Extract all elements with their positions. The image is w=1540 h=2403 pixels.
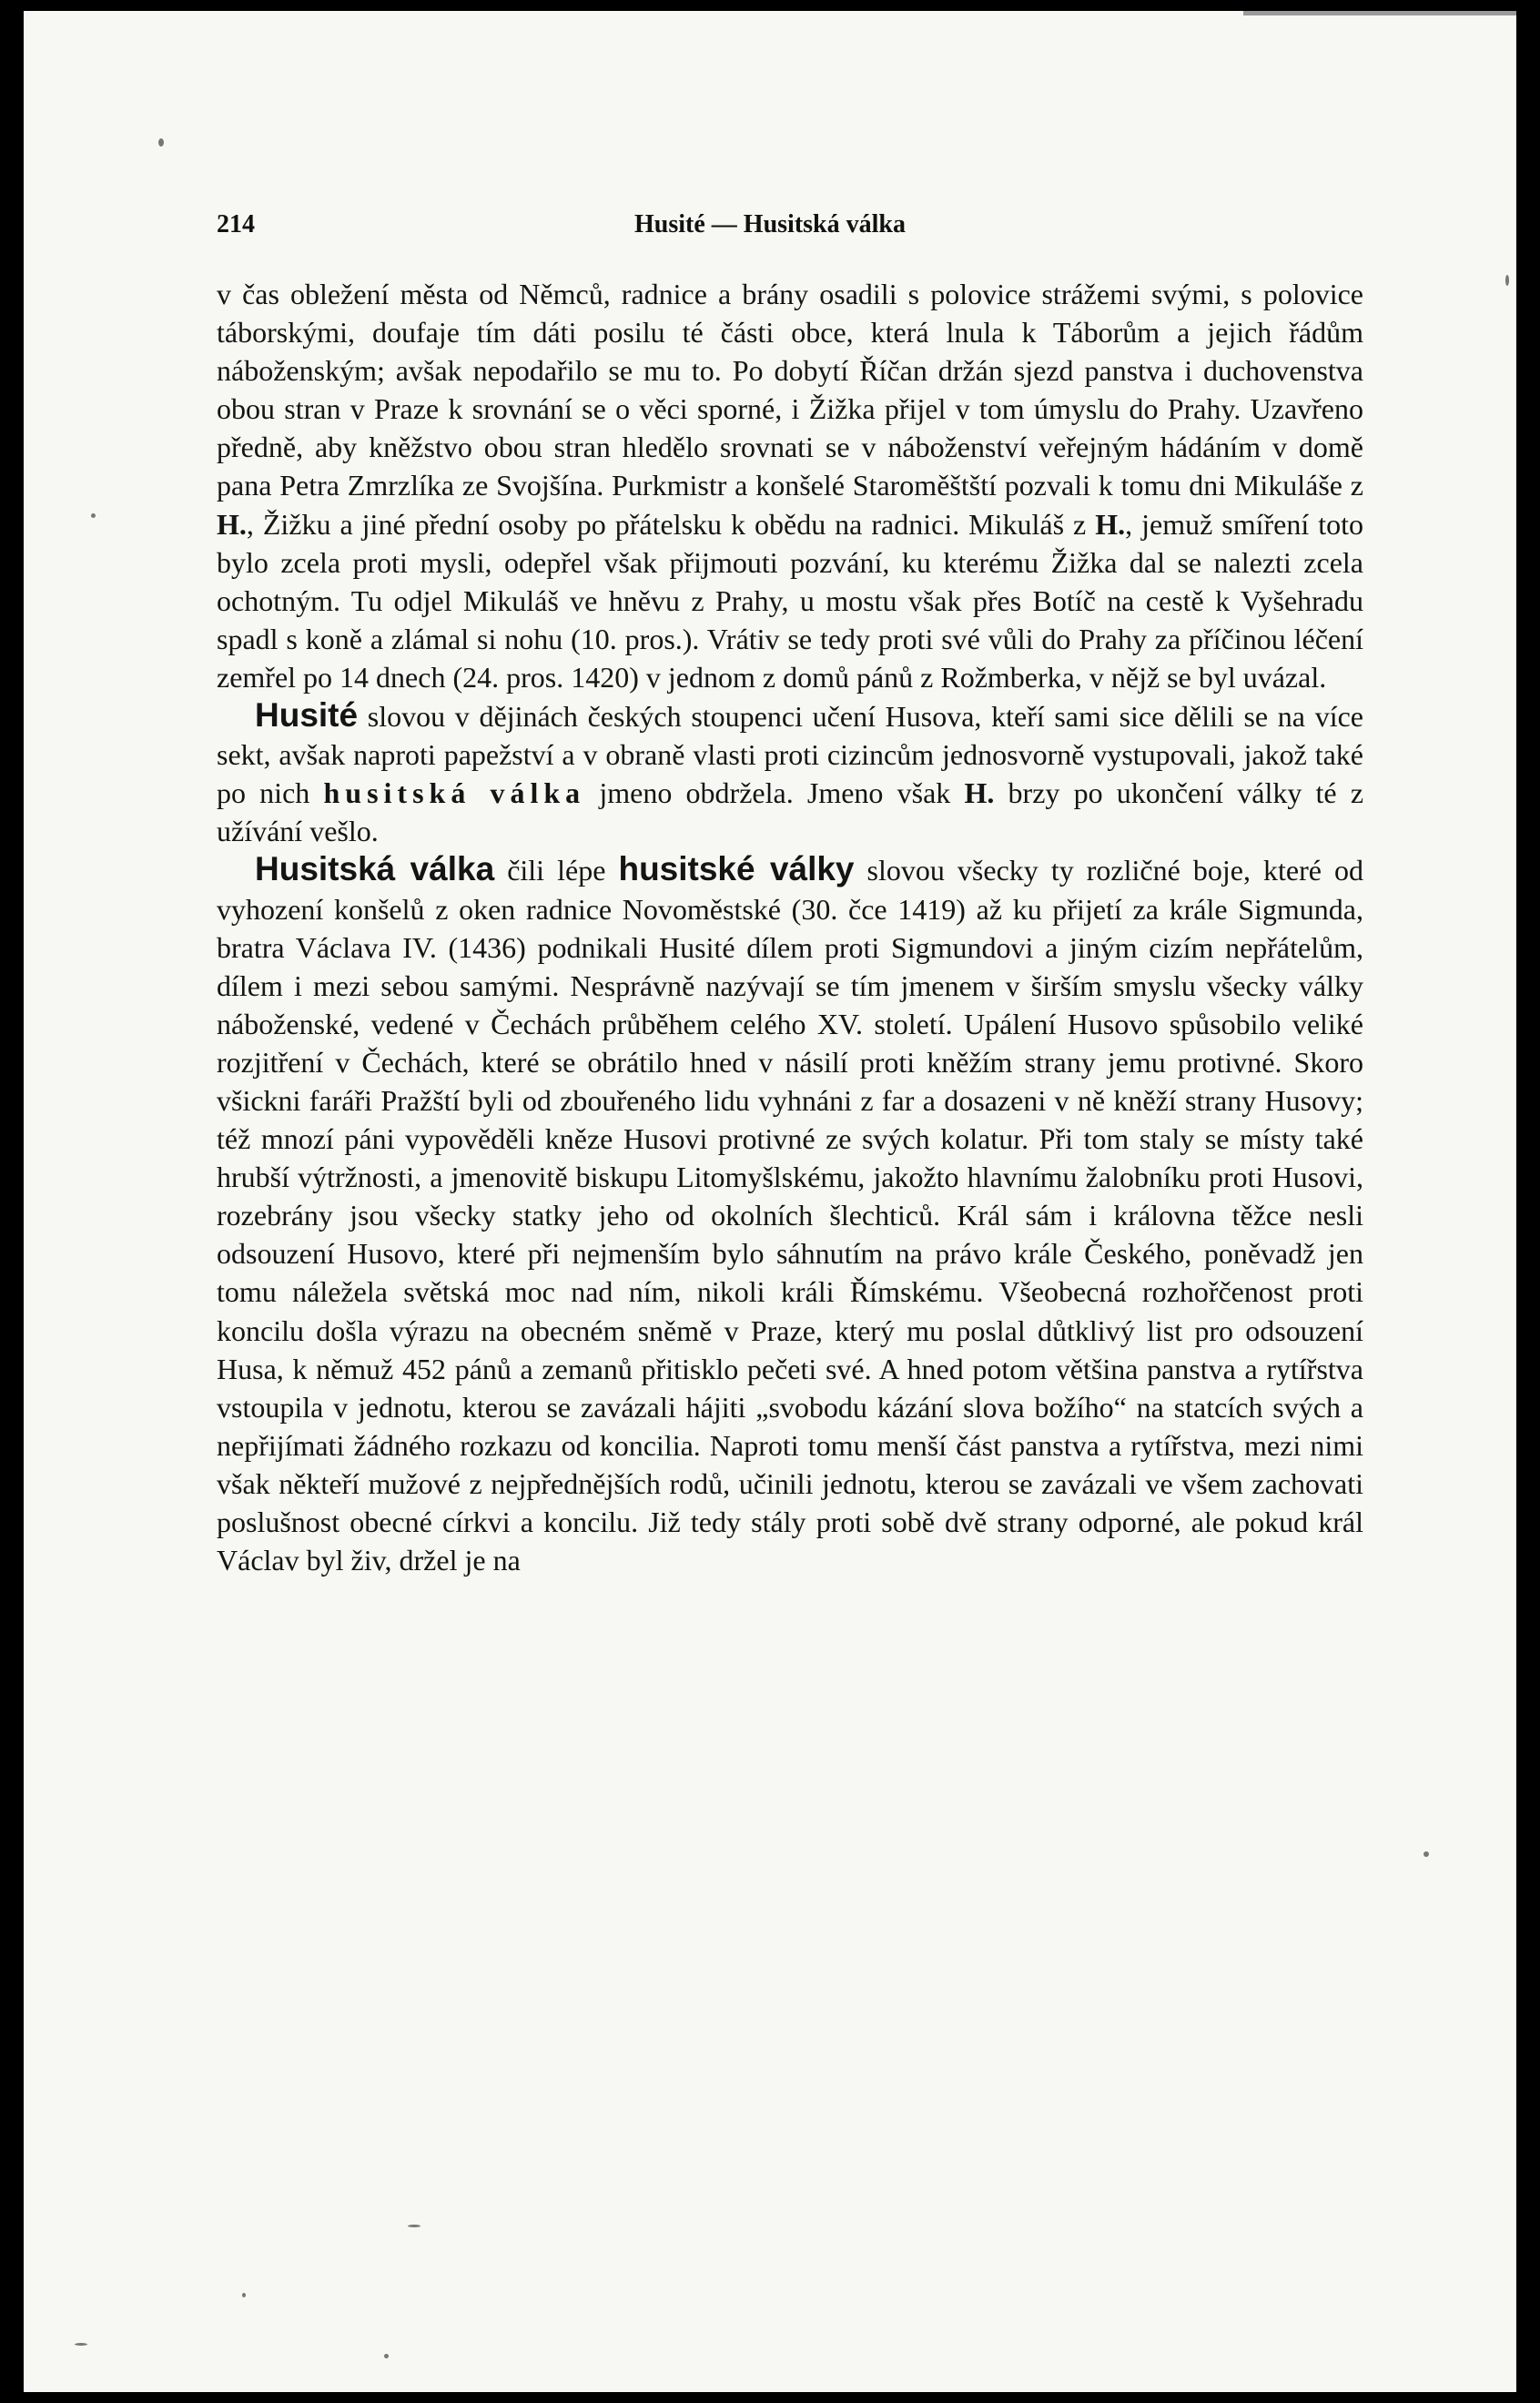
abbreviation: H.	[1095, 507, 1126, 541]
scan-speck	[384, 2354, 389, 2358]
scan-speck	[1423, 1851, 1429, 1857]
entry-husitska-valka	[217, 850, 1363, 1579]
scan-edge-strip	[1243, 11, 1516, 15]
headword-husite: Husité	[255, 696, 359, 735]
scan-speck	[242, 2293, 246, 2297]
text-run: čili lépe	[494, 854, 619, 887]
text-run: , Žižku a jiné přední osoby po přátelsku k obědu na radnici. Mikuláš z	[246, 507, 1096, 541]
page-number: 214	[217, 210, 255, 238]
running-title: Husité — Husitská válka	[634, 210, 906, 238]
scan-speck	[75, 2343, 87, 2346]
page-header	[24, 199, 1516, 254]
paragraph-continuation	[217, 275, 1363, 696]
headword-husitske-valky: husitské války	[618, 850, 855, 888]
abbreviation: H.	[964, 776, 995, 810]
scan-speck	[408, 2225, 420, 2227]
book-page	[24, 11, 1516, 2392]
text-run: slovou v dějinách českých stoupenci učení Husova, kteří sami sice dělili se na více sekt, avšak naproti papežství a v obraně vlasti proti cizincům jednosvorně vystupovali, jakož také po nich	[217, 700, 1363, 810]
entry-husite	[217, 696, 1363, 850]
abbreviation: H.	[217, 507, 247, 541]
spaced-term: husitská válka	[323, 776, 586, 810]
text-run: , jemuž smíření toto bylo zcela proti mysli, odepřel však přijmouti pozvání, ku kterému Žižka dal se nalezti zcela ochotným. Tu odjel Mikuláš ve hněvu z Prahy, u mostu však přes Botíč na cestě k Vyšehradu spadl s koně a zlámal si nohu (10. pros.). Vrátiv se tedy proti své vůli do Prahy za příčinou léčení zemřel po 14 dnech (24. pros. 1420) v jednom z domů pánů z Rožmberka, v nějž se byl uvázal.	[217, 507, 1364, 694]
scan-speck	[158, 138, 164, 147]
text-run: jmeno obdržela. Jmeno však	[585, 776, 965, 810]
headword-husitska-valka: Husitská válka	[255, 850, 495, 888]
text-run: brzy po ukončení války té z užívání vešlo.	[217, 776, 1364, 848]
text-run: slovou všecky ty rozličné boje, které od vyhození konšelů z oken radnice Novoměstské (30. čce 1419) až ku přijetí za krále Sigmunda, bratra Václava IV. (1436) podnikali Husité dílem proti Sigmundovi a jiným cizím nepřátelům, dílem i mezi sebou samými. Nesprávně nazývají se tím jmenem v širším smyslu všecky války náboženské, vedené v Čechách průběhem celého XV. století. Upálení Husovo spůsobilo veliké rozjitření v Čechách, které se obrátilo hned v násilí proti kněžím strany jemu protivné. Skoro všickni faráři Pražští byli od zbouřeného lidu vyhnáni z far a dosazeni v ně kněží strany Husovy; též mnozí páni vypověděli kněze Husovi protivné ze svých kolatur. Při tom staly se místy také hrubší výtržnosti, a jmenovitě biskupu Litomyšlskému, jakožto hlavnímu žalobníku proti Husovi, rozebrány jsou všecky statky jeho od okolních šlechticů. Král sám i královna těžce nesli odsouzení Husovo, které při nejmenším bylo sáhnutím na právo krále Českého, poněvadž jen tomu náležela světská moc nad ním, nikoli králi Římskému. Všeobecná rozhořčenost proti koncilu došla výrazu na obecném sněmě v Praze, který mu poslal důtklivý list pro odsouzení Husa, k němuž 452 pánů a zemanů přitisklo pečeti své. A hned potom většina panstva a rytířstva vstoupila v jednotu, kterou se zavázali hájiti „svobodu kázání slova božího“ na statcích svých a nepřijímati žádného rozkazu od koncilia. Naproti tomu menší část panstva a rytířstva, mezi nimi však někteří mužové z nejpřednějších rodů, učinili jednotu, kterou se zavázali ve všem zachovati poslušnost obecné církvi a koncilu. Již tedy stály proti sobě dvě strany odporné, ale pokud král Václav byl živ, držel je na	[217, 854, 1364, 1577]
scan-speck	[91, 513, 96, 518]
text-run: v čas obležení města od Němců, radnice a brány osadili s polovice strážemi svými, s polovice táborskými, doufaje tím dáti posilu té části obce, která lnula k Táborům a jejich řádům náboženským; avšak nepodařilo se mu to. Po dobytí Říčan držán sjezd panstva i duchovenstva obou stran v Praze k srovnání se o věci sporné, i Žižka přijel v tom úmyslu do Prahy. Uzavřeno předně, aby kněžstvo obou stran hledělo srovnati se v náboženství veřejným hádáním v domě pana Petra Zmrzlíka ze Svojšína. Purkmistr a konšelé Staroměštští pozvali k tomu dni Mikuláše z	[217, 278, 1363, 502]
body-text	[217, 275, 1363, 1579]
scan-speck	[1505, 275, 1509, 286]
